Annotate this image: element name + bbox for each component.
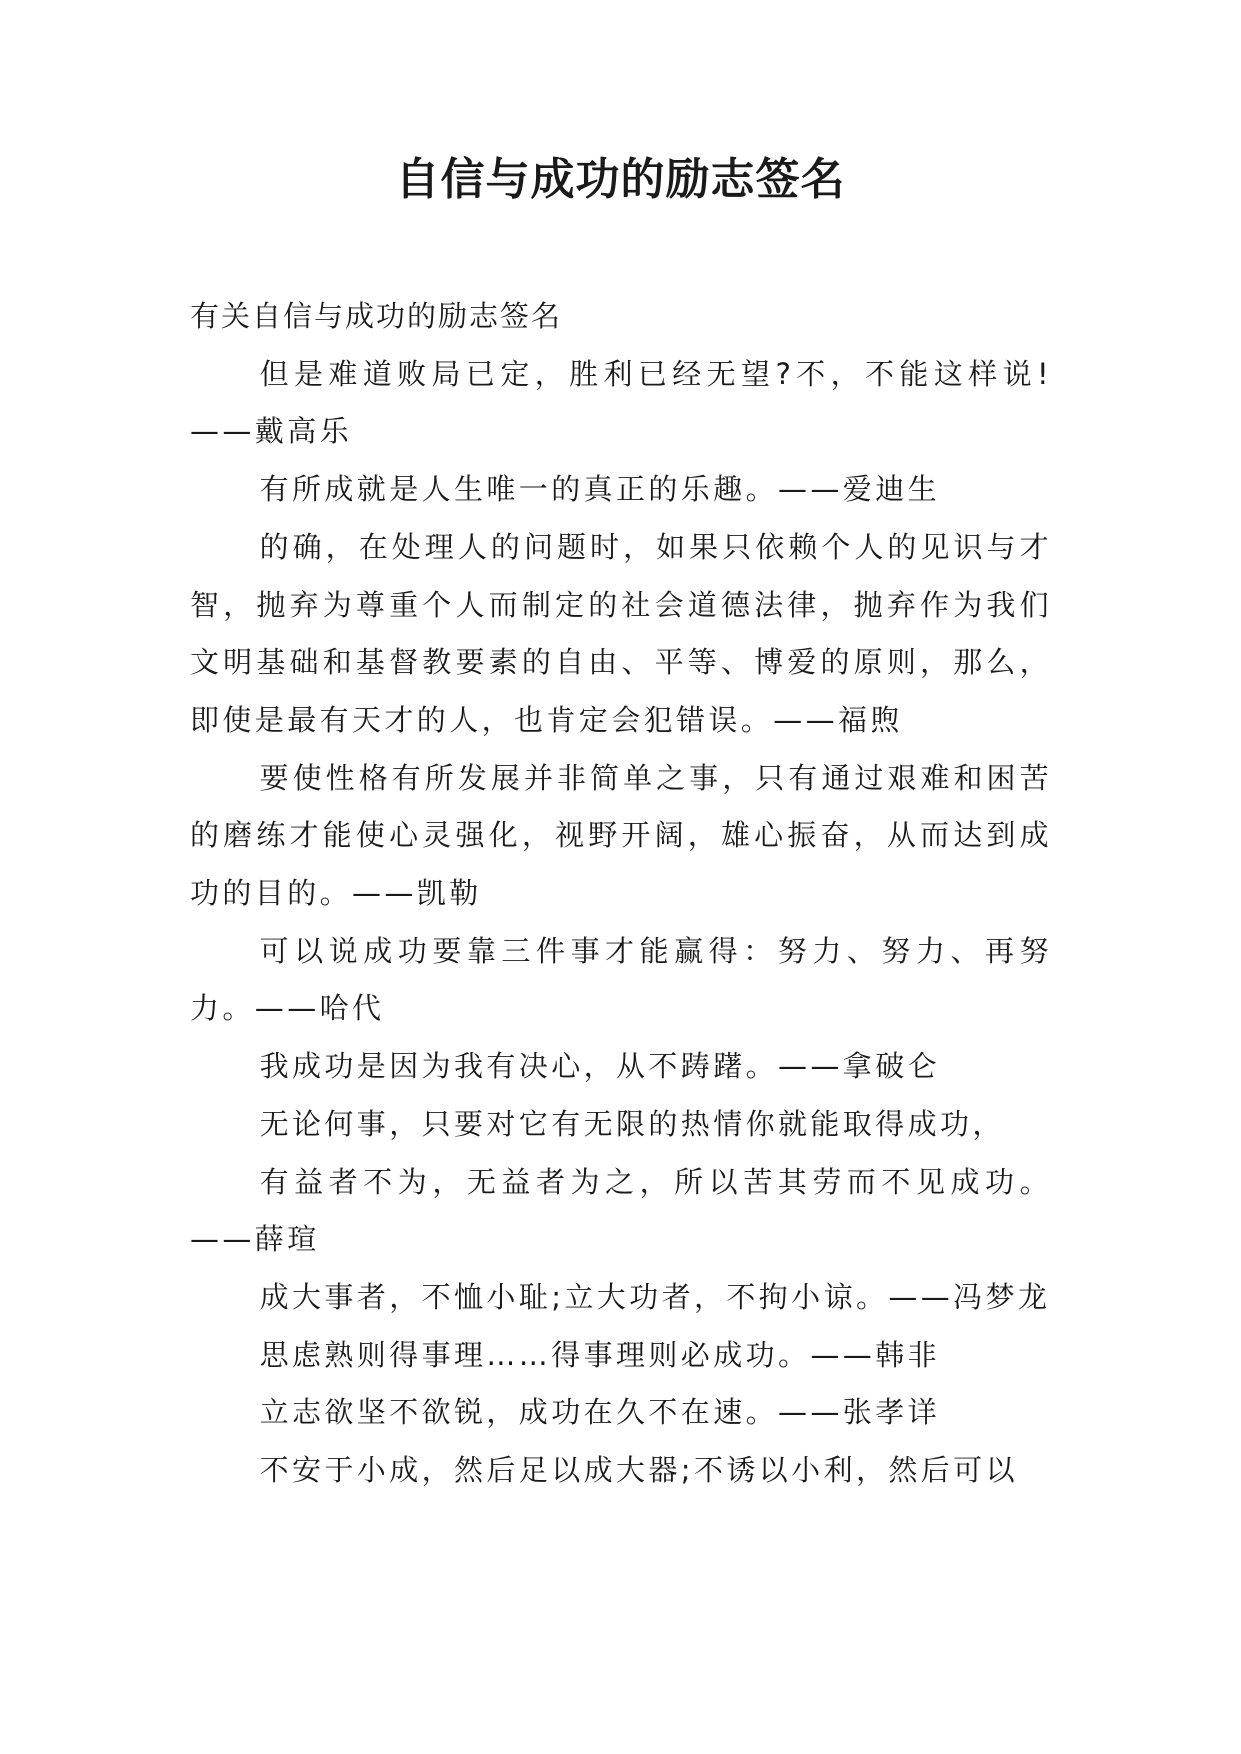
document-subtitle: 有关自信与成功的励志签名 [190, 299, 563, 333]
paragraph-hardy: 可以说成功要靠三件事才能赢得：努力、努力、再努力。——哈代 [190, 933, 1052, 1026]
paragraph-feng-menglong: 成大事者，不恤小耻;立大功者，不拘小谅。——冯梦龙 [259, 1279, 1051, 1314]
paragraph-keller: 要使性格有所发展并非简单之事，只有通过艰难和困苦的磨练才能使心灵强化，视野开阔，雄心振奋，从而达到成功的目的。——凯勒 [190, 760, 1052, 911]
paragraph-dai-gao-le: 但是难道败局已定，胜利已经无望?不，不能这样说!——戴高乐 [190, 356, 1052, 449]
paragraph-enthusiasm: 无论何事，只要对它有无限的热情你就能取得成功， [259, 1106, 1005, 1141]
document-body [190, 288, 1052, 1500]
paragraph-xue-xuan: 有益者不为，无益者为之，所以苦其劳而不见成功。——薛瑄 [190, 1164, 1052, 1257]
paragraph-zhang-xiaoxiang: 立志欲坚不欲锐，成功在久不在速。——张孝详 [259, 1395, 940, 1430]
paragraph-han-fei: 思虑熟则得事理……得事理则必成功。——韩非 [259, 1337, 940, 1372]
paragraph-foch: 的确，在处理人的问题时，如果只依赖个人的见识与才智，抛弃为尊重个人而制定的社会道德法律，抛弃作为我们文明基础和基督教要素的自由、平等、博爱的原则，那么，即使是最有天才的人，也肯定会犯错误。——福煦 [190, 529, 1052, 737]
document-title: 自信与成功的励志签名 [395, 154, 846, 205]
paragraph-small-success: 不安于小成，然后足以成大器;不诱以小利，然后可以 [259, 1453, 1018, 1488]
paragraph-napoleon: 我成功是因为我有决心，从不踌躇。——拿破仑 [259, 1049, 940, 1084]
paragraph-edison: 有所成就是人生唯一的真正的乐趣。——爱迪生 [259, 472, 940, 507]
